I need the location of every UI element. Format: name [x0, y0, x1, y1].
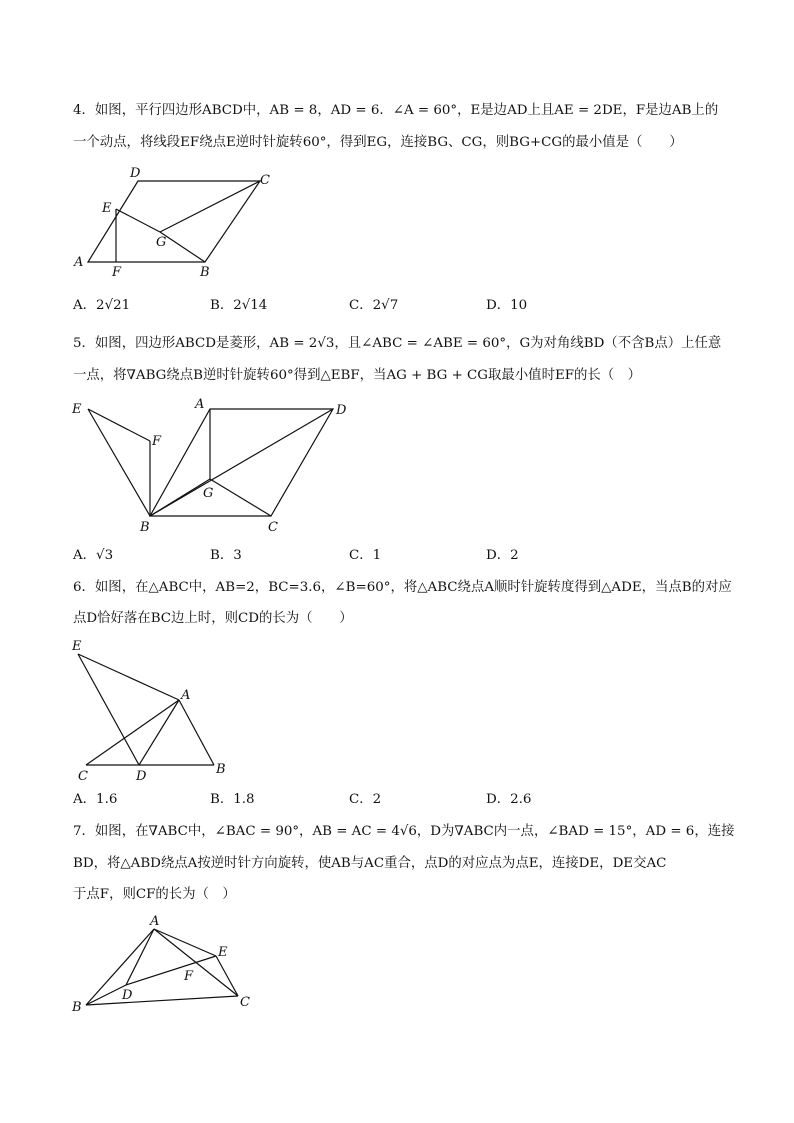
q7-label-B: B	[72, 1000, 82, 1015]
q7-text-line1: 7．如图，在∇ABC中，∠BAC = 90°，AB = AC = 4√6，D为∇ABC内一点，∠BAD = 15°，AD = 6，连接	[73, 824, 735, 839]
q5-option-b[interactable]: B．3	[210, 548, 242, 563]
q5-label-B: B	[140, 520, 150, 535]
q6-text-line1: 6．如图，在△ABC中，AB=2，BC=3.6，∠B=60°，将△ABC绕点A顺时针旋转度得到△ADE，当点B的对应	[73, 580, 732, 595]
q7-label-A: A	[150, 914, 160, 929]
q4-option-a[interactable]: A．2√21	[73, 298, 131, 313]
q5-label-F: F	[152, 434, 162, 449]
q5-option-c[interactable]: C．1	[349, 548, 382, 563]
q6-label-E: E	[72, 639, 82, 654]
q5-option-a[interactable]: A．√3	[73, 548, 114, 563]
q5-label-C: C	[268, 520, 278, 535]
q5-label-D: D	[336, 403, 347, 418]
q5-text-line1: 5．如图，四边形ABCD是菱形，AB = 2√3，且∠ABC = ∠ABE = 60°，G为对角线BD（不含B点）上任意	[73, 336, 722, 351]
q5-label-G: G	[203, 486, 214, 501]
q6-option-c[interactable]: C．2	[349, 792, 382, 807]
q4-label-G: G	[156, 235, 167, 250]
q6-figure	[68, 635, 238, 785]
q4-label-C: C	[260, 173, 270, 188]
q4-label-A: A	[74, 255, 84, 270]
q4-option-c[interactable]: C．2√7	[349, 298, 399, 313]
q6-label-A: A	[181, 688, 191, 703]
q5-text-line2: 一点，将∇ABG绕点B逆时针旋转60°得到△EBF，当AG + BG + CG取最小值时EF的长（ ）	[73, 368, 641, 383]
q5-option-d[interactable]: D．2	[486, 548, 519, 563]
q7-label-F: F	[184, 969, 194, 984]
q6-option-b[interactable]: B．1.8	[210, 792, 255, 807]
q7-text-line2: BD，将△ABD绕点A按逆时针方向旋转，使AB与AC重合，点D的对应点为点E，连接DE，DE交AC	[73, 856, 667, 871]
q4-text-line1: 4．如图，平行四边形ABCD中，AB = 8，AD = 6．∠A = 60°，E是边AD上且AE = 2DE，F是边AB上的	[73, 103, 719, 118]
q5-figure	[68, 393, 358, 538]
q4-option-b[interactable]: B．2√14	[210, 298, 268, 313]
q6-option-d[interactable]: D．2.6	[486, 792, 532, 807]
q7-label-C: C	[240, 995, 250, 1010]
q6-text-line2: 点D恰好落在BC边上时，则CD的长为（ ）	[73, 611, 353, 626]
q7-figure	[66, 910, 266, 1020]
q7-label-E: E	[218, 945, 228, 960]
q7-label-D: D	[122, 988, 133, 1003]
q4-label-B: B	[200, 265, 210, 280]
q4-parallelogram	[88, 181, 260, 262]
q6-option-a[interactable]: A．1.6	[73, 792, 118, 807]
q4-text-line2: 一个动点，将线段EF绕点E逆时针旋转60°，得到EG，连接BG、CG，则BG+CG的最小值是（ ）	[73, 135, 683, 150]
q4-label-E: E	[102, 201, 112, 216]
q7-text-line3: 于点F，则CF的长为（ ）	[73, 887, 236, 902]
q6-label-D: D	[136, 769, 147, 784]
q4-label-D: D	[130, 166, 141, 181]
q6-label-B: B	[216, 762, 226, 777]
q6-label-C: C	[78, 769, 88, 784]
q4-label-F: F	[112, 265, 122, 280]
q4-figure	[70, 165, 290, 280]
q4-option-d[interactable]: D．10	[486, 298, 528, 313]
q5-label-E: E	[72, 402, 82, 417]
q5-label-A: A	[195, 397, 205, 412]
